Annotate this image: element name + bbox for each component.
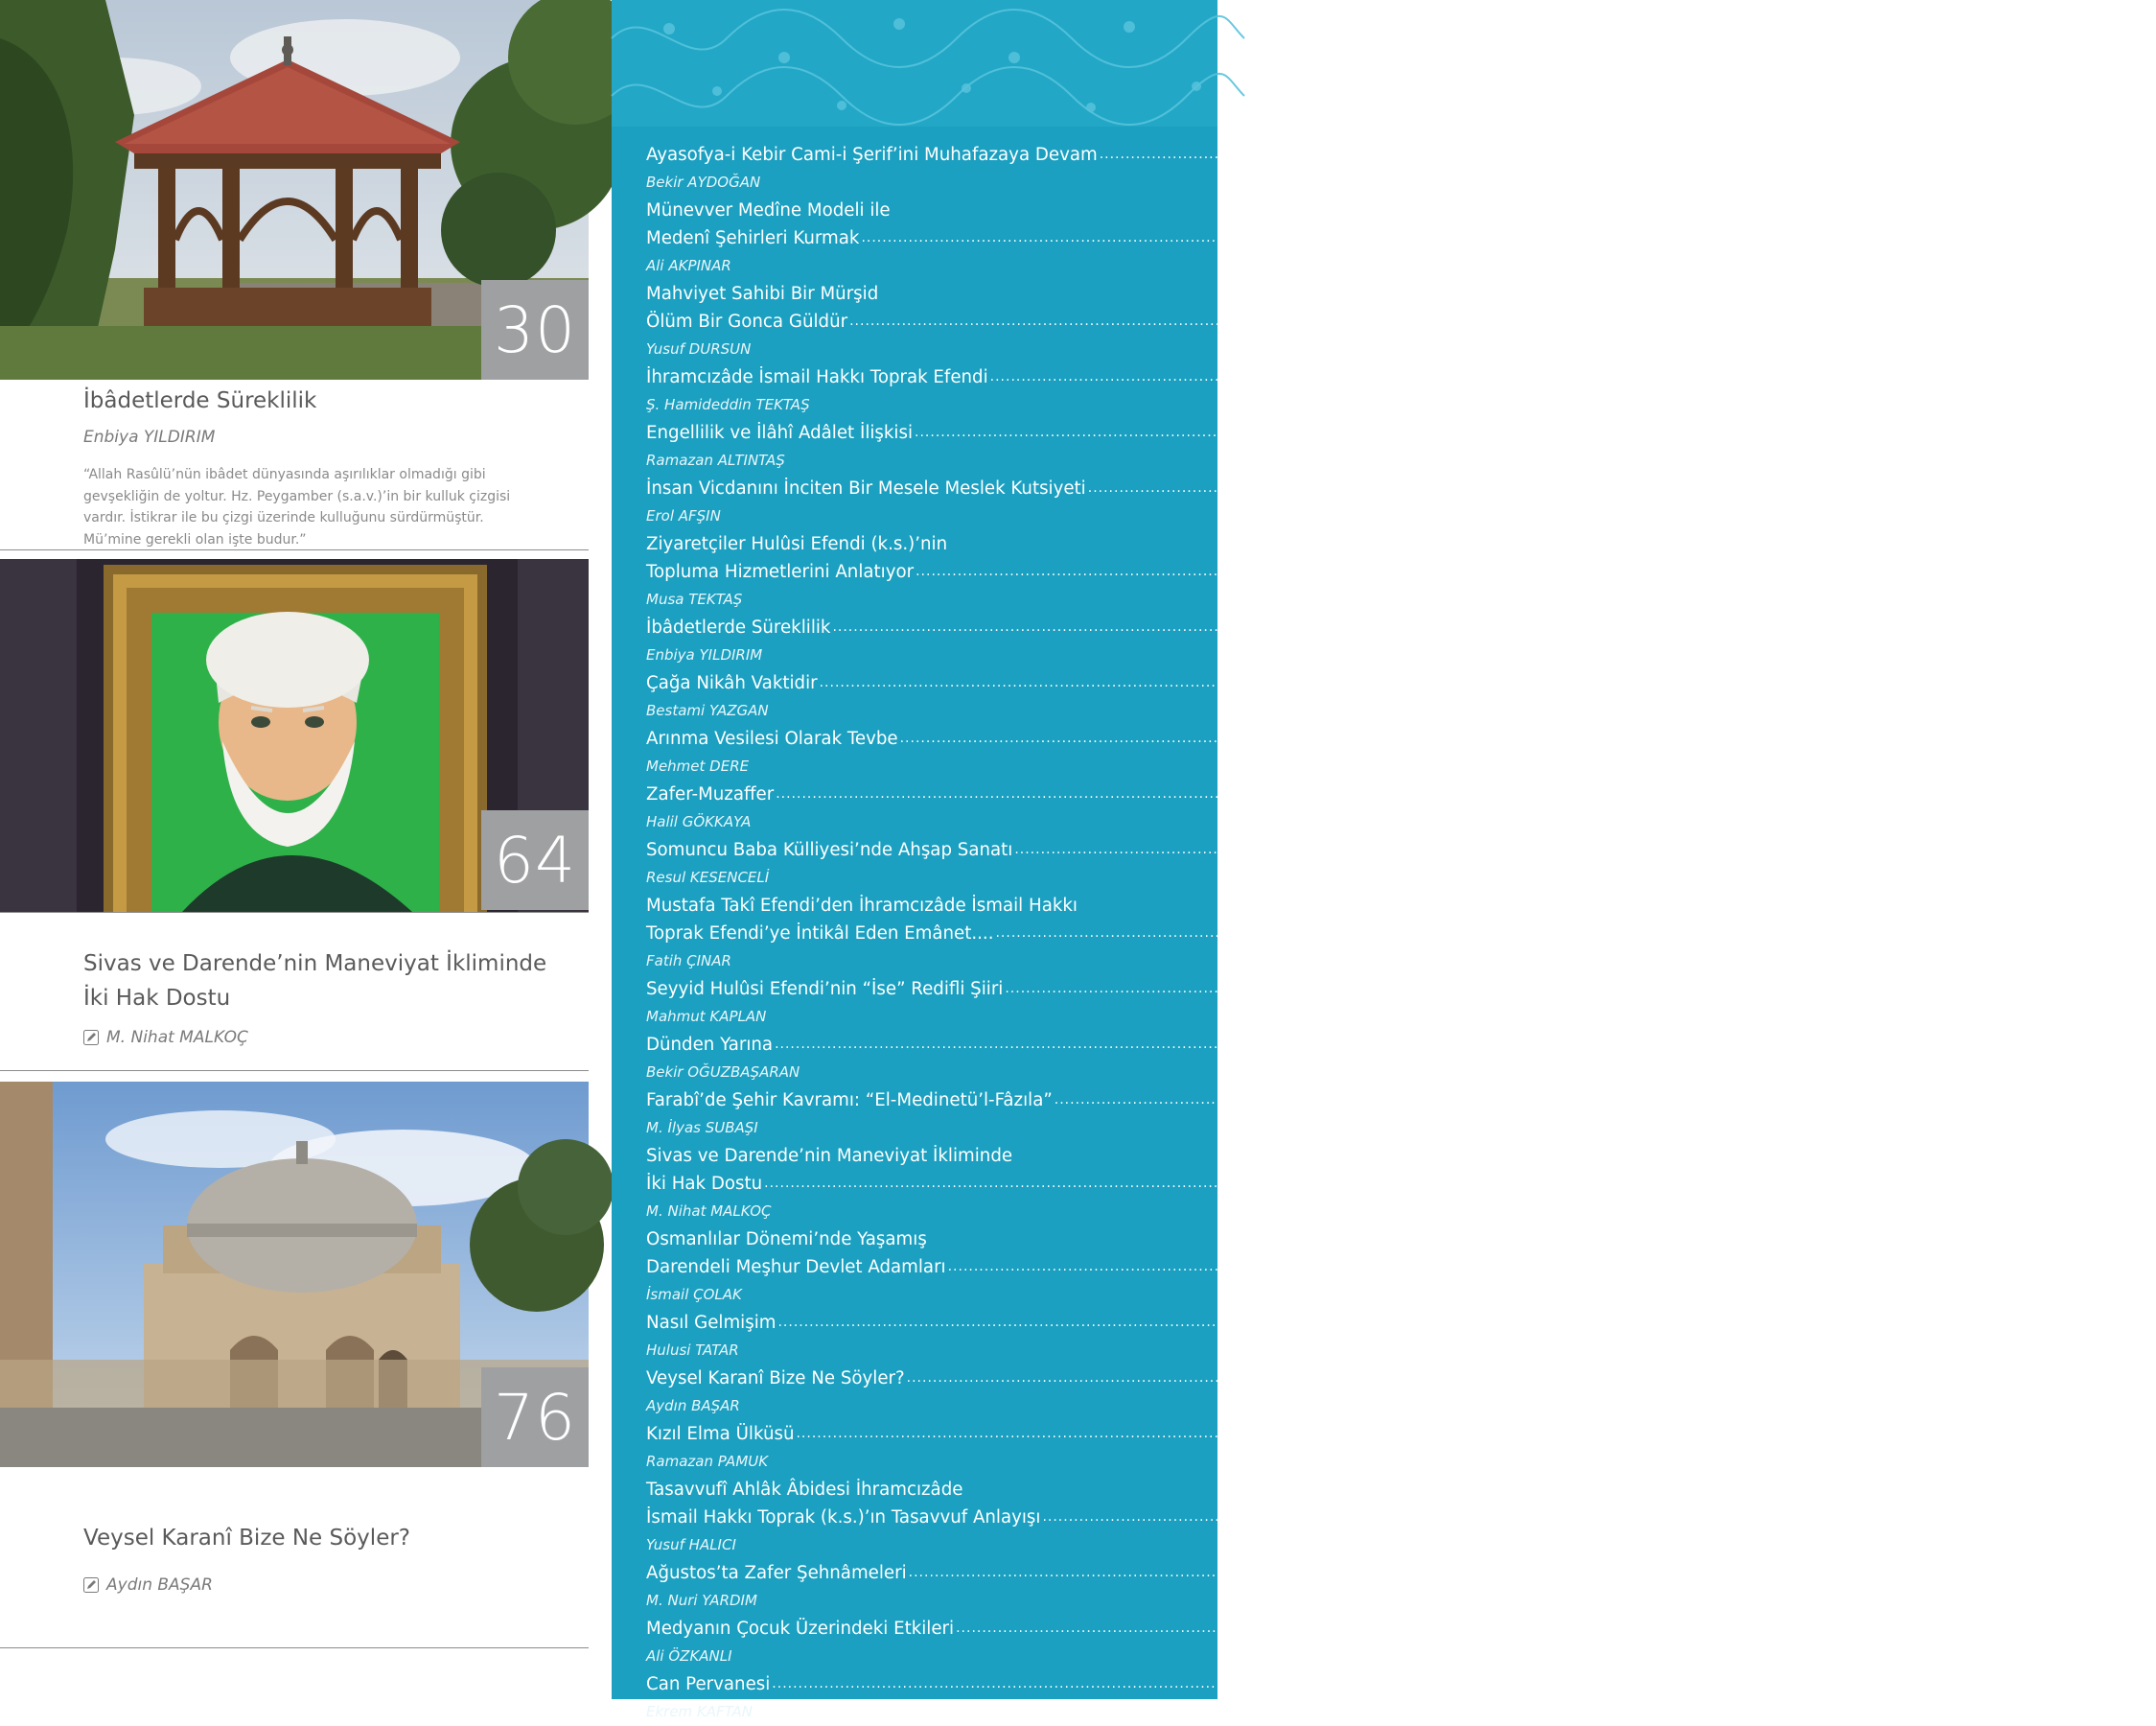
toc-title-text: İki Hak Dostu xyxy=(646,1174,763,1194)
pen-icon xyxy=(83,1030,99,1045)
mosque-photo xyxy=(0,1082,589,1467)
toc-title-text: Ölüm Bir Gonca Güldür xyxy=(646,312,848,332)
toc-title-text: Can Pervanesi xyxy=(646,1674,771,1694)
toc-title-text: Kızıl Elma Ülküsü xyxy=(646,1424,795,1444)
pen-icon xyxy=(83,1577,99,1593)
toc-entry[interactable] xyxy=(646,1420,1865,1476)
toc-title-line xyxy=(646,280,1159,308)
toc-title-text: Medenî Şehirleri Kurmak xyxy=(646,228,860,248)
toc-author: Aydın BAŞAR xyxy=(646,1397,740,1414)
toc-leader-dots: ........................................................................................................................................................................................................ xyxy=(777,1315,1823,1330)
toc-leader-dots: ........................................................................................................................................................................................................ xyxy=(772,1676,1818,1691)
feature-title-line: İki Hak Dostu xyxy=(83,986,231,1011)
toc-leader-dots: ........................................................................................................................................................................................................ xyxy=(776,786,1821,802)
toc-leader-dots: ........................................................................................................................................................................................................ xyxy=(1005,981,2051,996)
toc-entry[interactable] xyxy=(646,197,1919,280)
toc-page-number: 41 xyxy=(1821,784,1844,805)
toc-title-line xyxy=(646,1086,2122,1114)
toc-leader-dots: ........................................................................................................................................................................................................ xyxy=(819,675,1865,690)
toc-page-number: 70 xyxy=(1993,1257,2016,1277)
feature-title-line: Sivas ve Darende’nin Maneviyat İkliminde xyxy=(83,951,547,976)
toc-title-line xyxy=(646,892,1159,920)
toc-title-line xyxy=(646,141,2156,169)
toc-author: Yusuf DURSUN xyxy=(646,340,752,358)
toc-entry[interactable] xyxy=(646,1142,1833,1225)
toc-leader-dots: ........................................................................................................................................................................................................ xyxy=(915,425,1960,440)
toc-author: Erol AFŞIN xyxy=(646,507,721,525)
toc-title-line xyxy=(646,836,2083,864)
toc-entry[interactable] xyxy=(646,975,2074,1031)
left-column xyxy=(0,0,589,1699)
toc-entry[interactable] xyxy=(646,892,2064,975)
toc-author: Bestami YAZGAN xyxy=(646,702,769,719)
toc-leader-dots: ........................................................................................................................................................................................................ xyxy=(899,731,1945,746)
toc-title-line xyxy=(646,1142,1159,1170)
toc-leader-dots: ........................................................................................................................................................................................................ xyxy=(989,369,2035,385)
toc-page-number: 36 xyxy=(1945,729,1968,749)
toc-leader-dots: ........................................................................................................................................................................................................ xyxy=(1014,842,2060,857)
toc-page-number: 11 xyxy=(1895,312,1918,332)
toc-entry[interactable] xyxy=(646,419,1983,475)
toc-page-number: 64 xyxy=(1810,1174,1833,1194)
toc-page-number: 58 xyxy=(2099,1090,2122,1110)
feature-author xyxy=(83,1575,213,1595)
toc-title-text: Mustafa Takî Efendi’den İhramcızâde İsmail Hakkı xyxy=(646,896,1078,916)
toc-title-text: Ağustos’ta Zafer Şehnâmeleri xyxy=(646,1563,907,1583)
toc-entry[interactable] xyxy=(646,141,2156,197)
toc-title-line xyxy=(646,530,1159,558)
toc-entry[interactable] xyxy=(646,1476,2111,1559)
toc-leader-dots: ........................................................................................................................................................................................................ xyxy=(1054,1092,2099,1108)
toc-title-line xyxy=(646,725,1968,753)
author-name: M. Nihat MALKOÇ xyxy=(106,1028,248,1047)
toc-title-text: Medyanın Çocuk Üzerindeki Etkileri xyxy=(646,1619,955,1639)
toc-author: Ali AKPINAR xyxy=(646,257,731,274)
table-of-contents xyxy=(646,141,2156,1726)
toc-title-text: Toprak Efendi’ye İntikâl Eden Emânet.... xyxy=(646,923,994,944)
toc-entry[interactable] xyxy=(646,1559,1977,1615)
toc-leader-dots: ........................................................................................................................................................................................................ xyxy=(995,925,2041,941)
toc-entry[interactable] xyxy=(646,1225,2016,1309)
toc-title-line xyxy=(646,1225,1159,1253)
toc-title-text: Ziyaretçiler Hulûsi Efendi (k.s.)’nin xyxy=(646,534,948,554)
toc-page-number: 48 xyxy=(2041,923,2064,944)
toc-title-text: İsmail Hakkı Toprak (k.s.)’ın Tasavvuf Anlayışı xyxy=(646,1507,1041,1528)
toc-author: M. İlyas SUBAŞI xyxy=(646,1119,758,1136)
toc-leader-dots: ........................................................................................................................................................................................................ xyxy=(916,564,1961,579)
toc-author: İsmail ÇOLAK xyxy=(646,1286,742,1303)
toc-page-number: 84 xyxy=(1954,1563,1977,1583)
toc-entry[interactable] xyxy=(646,669,1888,725)
toc-title-line xyxy=(646,1309,1846,1337)
toc-title-text: İhramcızâde İsmail Hakkı Toprak Efendi xyxy=(646,367,988,387)
toc-title-line xyxy=(646,308,1918,336)
toc-title-line xyxy=(646,197,1159,224)
toc-page-number: 82 xyxy=(2088,1507,2111,1528)
toc-page-number: 18 xyxy=(1960,423,1983,443)
toc-leader-dots: ........................................................................................................................................................................................................ xyxy=(832,619,1878,635)
toc-title-text: Ayasofya-i Kebir Cami-i Şerif’ini Muhafazaya Devam xyxy=(646,145,1098,165)
toc-entry[interactable] xyxy=(646,280,1918,363)
toc-title-text: Farabî’de Şehir Kavramı: “El-Medinetü’l-Fâzıla” xyxy=(646,1090,1053,1110)
divider xyxy=(0,549,589,550)
toc-leader-dots: ........................................................................................................................................................................................................ xyxy=(1099,147,2144,162)
toc-page-number: 88 xyxy=(2002,1619,2025,1639)
toc-title-text: Tasavvufî Ahlâk Âbidesi İhramcızâde xyxy=(646,1480,963,1500)
toc-entry[interactable] xyxy=(646,614,1901,669)
divider xyxy=(0,1647,589,1648)
toc-entry[interactable] xyxy=(646,1364,1975,1420)
toc-title-text: Mahviyet Sahibi Bir Mürşid xyxy=(646,284,879,304)
page-badge: 76 xyxy=(481,1367,589,1467)
divider xyxy=(0,912,589,913)
divider xyxy=(0,1070,589,1071)
toc-entry[interactable] xyxy=(646,1309,1846,1364)
portrait-photo xyxy=(0,559,589,912)
toc-page-number: 1 xyxy=(2144,145,2156,165)
toc-entry[interactable] xyxy=(646,1670,1841,1726)
toc-title-text: Arınma Vesilesi Olarak Tevbe xyxy=(646,729,898,749)
toc-title-text: Zafer-Muzaffer xyxy=(646,784,775,805)
toc-leader-dots: ........................................................................................................................................................................................................ xyxy=(861,230,1907,245)
feature-author xyxy=(83,428,215,447)
toc-page-number: 24 xyxy=(1961,562,1984,582)
toc-entry[interactable] xyxy=(646,725,1968,781)
toc-title-line xyxy=(646,1420,1865,1448)
toc-page-number: 76 xyxy=(1952,1368,1975,1388)
gazebo-photo xyxy=(0,0,589,380)
toc-title-line xyxy=(646,558,1984,586)
feature-title xyxy=(83,946,563,1015)
toc-leader-dots: ........................................................................................................................................................................................................ xyxy=(947,1259,1993,1274)
page-badge: 64 xyxy=(481,810,589,910)
toc-author: Yusuf HALICI xyxy=(646,1536,736,1553)
toc-page-number: 91 xyxy=(1818,1674,1841,1694)
toc-title-text: Veysel Karanî Bize Ne Söyler? xyxy=(646,1368,905,1388)
toc-page-number: 57 xyxy=(1820,1035,1843,1055)
author-name: Aydın BAŞAR xyxy=(106,1575,213,1595)
toc-title-line xyxy=(646,1559,1977,1587)
toc-title-line xyxy=(646,224,1919,252)
toc-title-line xyxy=(646,1476,1159,1504)
toc-title-line xyxy=(646,1670,1841,1698)
toc-entry[interactable] xyxy=(646,1031,1843,1086)
toc-page-number: 81 xyxy=(1842,1424,1865,1444)
toc-title-text: Darendeli Meşhur Devlet Adamları xyxy=(646,1257,946,1277)
author-name: Enbiya YILDIRIM xyxy=(83,428,216,447)
toc-page-number: 30 xyxy=(1878,618,1901,638)
toc-leader-dots: ........................................................................................................................................................................................................ xyxy=(1087,480,2133,496)
toc-title-line xyxy=(646,920,2064,947)
toc-title-text: Seyyid Hulûsi Efendi’nin “İse” Redifli Şiiri xyxy=(646,979,1004,999)
toc-title-text: Nasıl Gelmişim xyxy=(646,1313,777,1333)
toc-author: Hulusi TATAR xyxy=(646,1341,739,1359)
toc-author: Ramazan PAMUK xyxy=(646,1453,769,1470)
toc-title-text: Topluma Hizmetlerini Anlatıyor xyxy=(646,562,915,582)
toc-title-line xyxy=(646,1170,1833,1198)
toc-author: Ali ÖZKANLI xyxy=(646,1647,732,1665)
feature-title: İbâdetlerde Süreklilik xyxy=(83,388,317,413)
toc-entry[interactable] xyxy=(646,363,2058,419)
feature-title: Veysel Karanî Bize Ne Söyler? xyxy=(83,1526,411,1551)
toc-entry[interactable] xyxy=(646,836,2083,892)
feature-author xyxy=(83,1028,248,1047)
toc-title-line xyxy=(646,1253,2016,1281)
toc-entry[interactable] xyxy=(646,475,2156,530)
toc-title-line xyxy=(646,1031,1843,1059)
toc-author: M. Nuri YARDIM xyxy=(646,1592,757,1609)
toc-author: Fatih ÇINAR xyxy=(646,952,731,969)
toc-author: Ramazan ALTINTAŞ xyxy=(646,452,785,469)
toc-author: Halil GÖKKAYA xyxy=(646,813,752,830)
toc-title-text: Somuncu Baba Külliyesi’nde Ahşap Sanatı xyxy=(646,840,1013,860)
toc-page-number: 75 xyxy=(1823,1313,1846,1333)
toc-author: Bekir OĞUZBAŞARAN xyxy=(646,1063,800,1081)
toc-title-line xyxy=(646,1504,2111,1531)
toc-leader-dots: ........................................................................................................................................................................................................ xyxy=(908,1565,1954,1580)
toc-page-number: 52 xyxy=(2051,979,2074,999)
page-badge: 30 xyxy=(481,280,589,380)
toc-title-text: Sivas ve Darende’nin Maneviyat İkliminde xyxy=(646,1146,1013,1166)
toc-title-line xyxy=(646,363,2058,391)
toc-title-line xyxy=(646,669,1888,697)
toc-title-text: Engellilik ve İlâhî Adâlet İlişkisi xyxy=(646,423,914,443)
toc-author: Musa TEKTAŞ xyxy=(646,591,743,608)
toc-author: Ekrem KAFTAN xyxy=(646,1703,753,1720)
toc-leader-dots: ........................................................................................................................................................................................................ xyxy=(796,1426,1842,1441)
toc-title-text: Osmanlılar Dönemi’nde Yaşamış xyxy=(646,1229,927,1249)
toc-author: Bekir AYDOĞAN xyxy=(646,174,761,191)
feature-excerpt: “Allah Rasûlü’nün ibâdet dünyasında aşırılıklar olmadığı gibi gevşekliğin de yoltur. Hz. Peygamber (s.a.v.)’in bir kulluk çizgisi vardır. İstikrar ile bu çizgi üzerinde kulluğunu sürdürmüştür. Mü’mine gerekli olan işte budur.” xyxy=(83,467,511,548)
toc-title-line xyxy=(646,1364,1975,1392)
toc-leader-dots: ........................................................................................................................................................................................................ xyxy=(956,1621,2002,1636)
toc-entry[interactable] xyxy=(646,530,1984,614)
toc-page-number: 35 xyxy=(1865,673,1888,693)
toc-title-line xyxy=(646,781,1844,808)
toc-leader-dots: ........................................................................................................................................................................................................ xyxy=(849,314,1895,329)
toc-title-text: Dünden Yarına xyxy=(646,1035,774,1055)
toc-author: Mahmut KAPLAN xyxy=(646,1008,767,1025)
toc-author: M. Nihat MALKOÇ xyxy=(646,1202,772,1220)
toc-page-number: 12 xyxy=(2035,367,2058,387)
toc-leader-dots: ........................................................................................................................................................................................................ xyxy=(906,1370,1952,1386)
toc-entry[interactable] xyxy=(646,1086,2122,1142)
toc-author: Ş. Hamideddin TEKTAŞ xyxy=(646,396,810,413)
toc-title-line xyxy=(646,614,1901,641)
toc-entry[interactable] xyxy=(646,781,1844,836)
toc-title-text: Münevver Medîne Modeli ile xyxy=(646,200,891,221)
toc-leader-dots: ........................................................................................................................................................................................................ xyxy=(764,1176,1810,1191)
toc-page-number: 22 xyxy=(2133,478,2156,499)
toc-entry[interactable] xyxy=(646,1615,2025,1670)
toc-author: Mehmet DERE xyxy=(646,758,750,775)
floral-pattern xyxy=(612,0,1217,127)
toc-title-text: İbâdetlerde Süreklilik xyxy=(646,618,831,638)
toc-title-line xyxy=(646,475,2156,502)
toc-title-text: Çağa Nikâh Vaktidir xyxy=(646,673,818,693)
toc-title-line xyxy=(646,419,1983,447)
toc-leader-dots: ........................................................................................................................................................................................................ xyxy=(1042,1509,2088,1525)
toc-page-number: 42 xyxy=(2060,840,2083,860)
toc-author: Enbiya YILDIRIM xyxy=(646,646,763,664)
toc-author: Resul KESENCELİ xyxy=(646,869,770,886)
toc-title-line xyxy=(646,975,2074,1003)
toc-panel xyxy=(612,0,2156,1720)
toc-title-line xyxy=(646,1615,2025,1643)
toc-title-text: İnsan Vicdanını İnciten Bir Mesele Meslek Kutsiyeti xyxy=(646,478,1086,499)
toc-page-number: 6 xyxy=(1907,228,1919,248)
toc-leader-dots: ........................................................................................................................................................................................................ xyxy=(775,1037,1820,1052)
